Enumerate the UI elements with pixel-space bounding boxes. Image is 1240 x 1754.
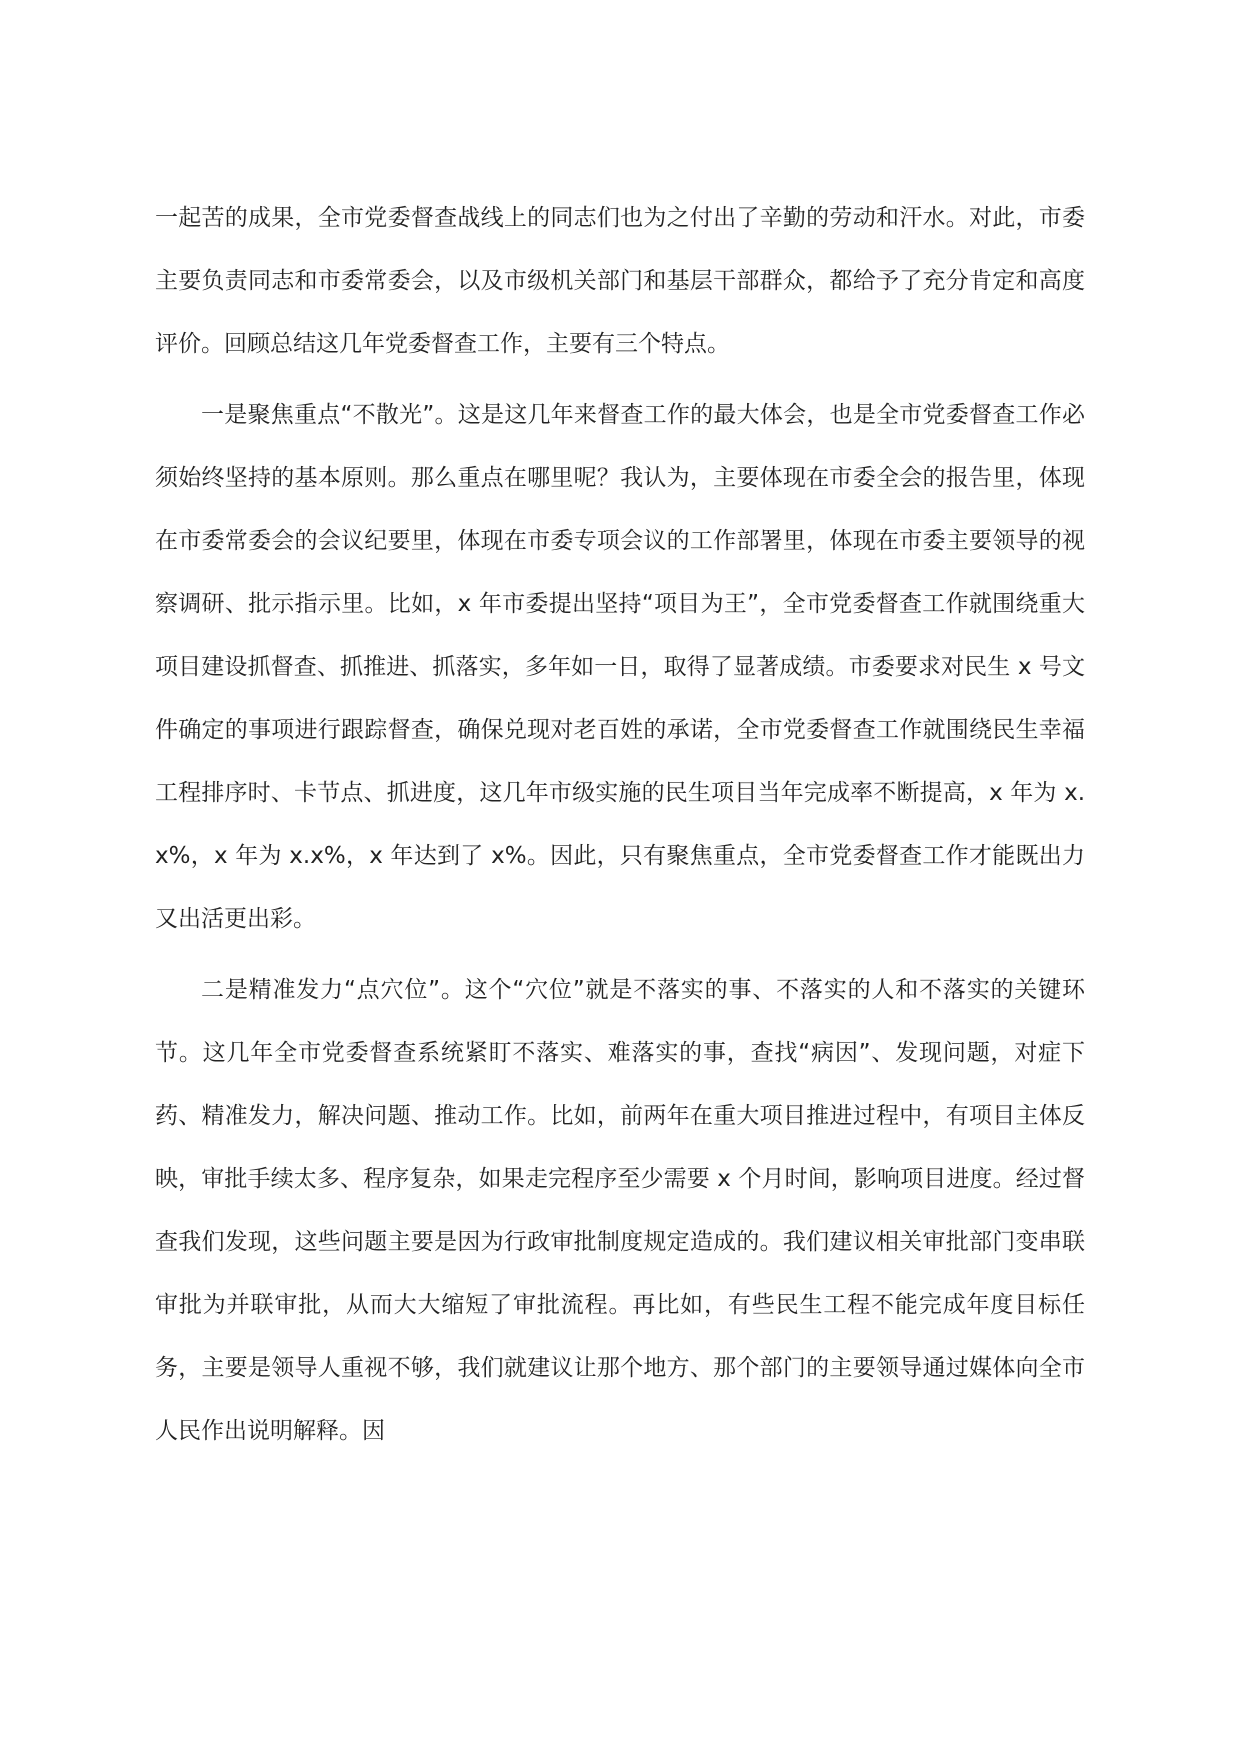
paragraph-point-two: 二是精准发力“点穴位”。这个“穴位”就是不落实的事、不落实的人和不落实的关键环节。这几年全市党委督查系统紧盯不落实、难落实的事，查找“病因”、发现问题，对症下药、精准发力，解决问题、推动工作。比如，前两年在重大项目推进过程中，有项目主体反映，审批手续太多、程序复杂，如果走完程序至少需要 x 个月时间，影响项目进度。经过督查我们发现，这些问题主要是因为行政审批制度规定造成的。我们建议相关审批部门变串联审批为并联审批，从而大大缩短了审批流程。再比如，有些民生工程不能完成年度目标任务，主要是领导人重视不够，我们就建议让那个地方、那个部门的主要领导通过媒体向全市人民作出说明解释。因 — [155, 977, 1085, 1444]
paragraph-intro-continuation: 一起苦的成果，全市党委督查战线上的同志们也为之付出了辛勤的劳动和汗水。对此，市委主要负责同志和市委常委会，以及市级机关部门和基层干部群众，都给予了充分肯定和高度评价。回顾总结这几年党委督查工作，主要有三个特点。 — [155, 205, 1085, 357]
paragraph-gap — [155, 376, 1085, 384]
paragraph-gap — [155, 951, 1085, 959]
paragraph-point-one: 一是聚焦重点“不散光”。这是这几年来督查工作的最大体会，也是全市党委督查工作必须始终坚持的基本原则。那么重点在哪里呢？我认为，主要体现在市委全会的报告里，体现在市委常委会的会议纪要里，体现在市委专项会议的工作部署里，体现在市委主要领导的视察调研、批示指示里。比如，x 年市委提出坚持“项目为王”，全市党委督查工作就围绕重大项目建设抓督查、抓推进、抓落实，多年如一日，取得了显著成绩。市委要求对民生 x 号文件确定的事项进行跟踪督查，确保兑现对老百姓的承诺，全市党委督查工作就围绕民生幸福工程排序时、卡节点、抓进度，这几年市级实施的民生项目当年完成率不断提高，x 年为 x.x%，x 年为 x.x%，x 年达到了 x%。因此，只有聚焦重点，全市党委督查工作才能既出力又出活更出彩。 — [155, 402, 1085, 932]
document-page — [155, 187, 1085, 1463]
